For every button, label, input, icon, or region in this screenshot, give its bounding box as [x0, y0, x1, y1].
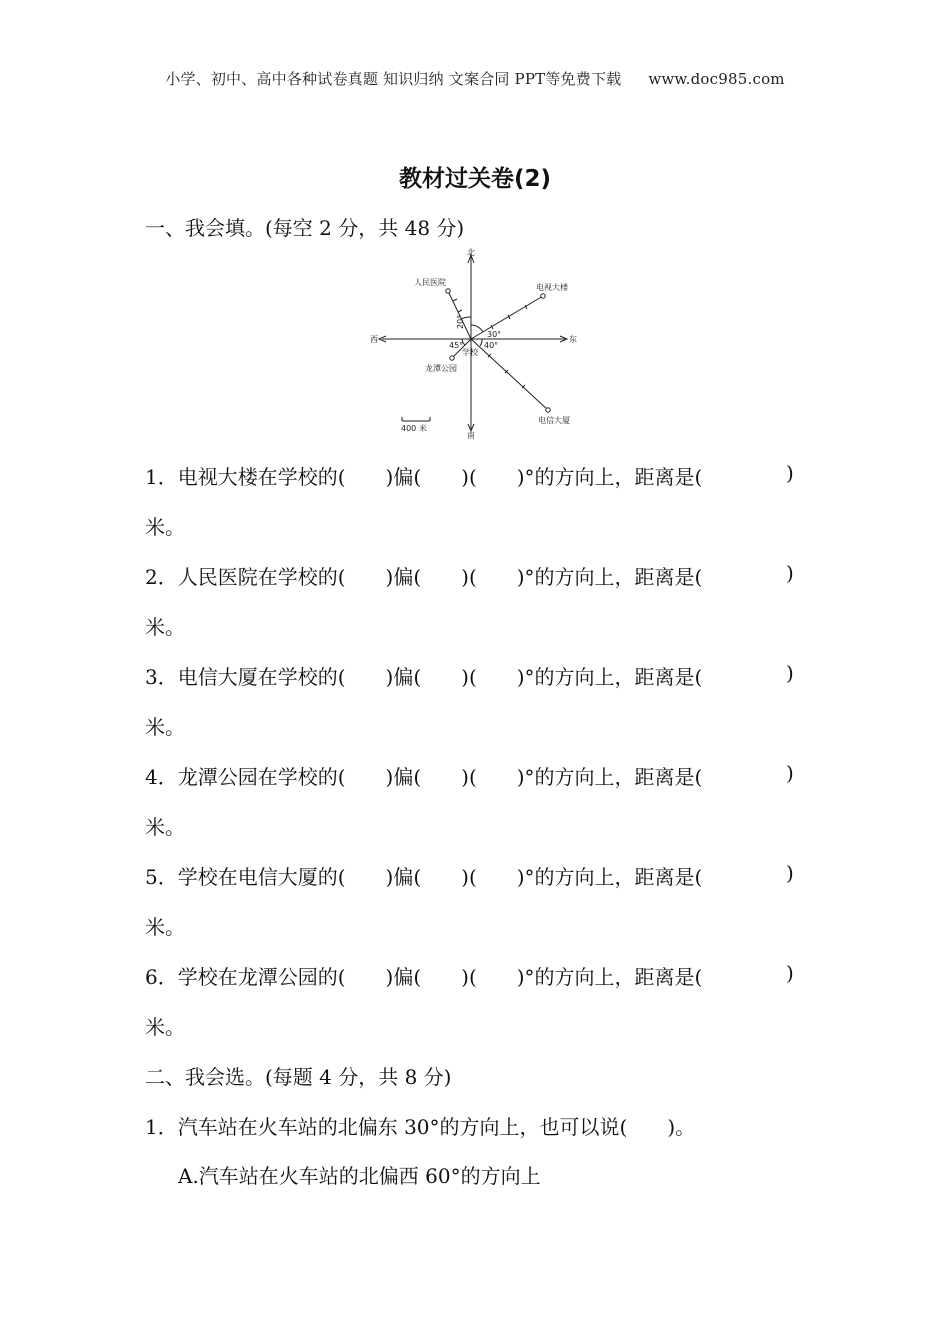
north-label: 北 [467, 248, 475, 257]
question-5: 5．学校在电信大厦的( )偏( )( )°的方向上，距离是( [145, 865, 703, 889]
scale-label: 400 米 [401, 424, 427, 433]
line-to-telecom [471, 339, 548, 410]
angle-30-label: 30° [487, 330, 502, 339]
question-4: 4．龙潭公园在学校的( )偏( )( )°的方向上，距离是( [145, 765, 703, 789]
question-3: 3．电信大厦在学校的( )偏( )( )°的方向上，距离是( [145, 665, 703, 689]
telecom-dot [546, 408, 550, 412]
question-6-continuation: 米。 [145, 1015, 185, 1039]
tv-tower-label: 电视大楼 [536, 283, 568, 292]
telecom-label: 电信大厦 [538, 416, 570, 425]
question-1-continuation: 米。 [145, 515, 185, 539]
page-title: 教材过关卷(2) [398, 166, 552, 192]
question-6: 6．学校在龙潭公园的( )偏( )( )°的方向上，距离是( [145, 965, 703, 989]
park-label: 龙潭公园 [425, 364, 457, 373]
question-4-close: ) [786, 761, 794, 785]
page-header [0, 68, 950, 89]
angle-45-label: 45° [449, 341, 464, 350]
question-4-continuation: 米。 [145, 815, 185, 839]
question-3-close: ) [786, 661, 794, 685]
section2-question-1: 1．汽车站在火车站的北偏东 30°的方向上，也可以说( )。 [145, 1115, 696, 1139]
question-2-continuation: 米。 [145, 615, 185, 639]
direction-diagram [360, 245, 590, 440]
hospital-dot [446, 289, 450, 293]
question-3-continuation: 米。 [145, 715, 185, 739]
west-label: 西 [370, 335, 378, 344]
header-text: 小学、初中、高中各种试卷真题 知识归纳 文案合同 PPT等免费下载 [165, 70, 622, 88]
section1-heading: 一、我会填。(每空 2 分，共 48 分) [145, 216, 465, 240]
hospital-label: 人民医院 [414, 278, 446, 287]
question-6-close: ) [786, 961, 794, 985]
question-2-close: ) [786, 561, 794, 585]
school-label: 学校 [462, 348, 478, 357]
question-1-close: ) [786, 461, 794, 485]
angle-20-label: 20° [456, 314, 465, 329]
south-label: 南 [467, 431, 475, 440]
tv-tower-dot [541, 294, 545, 298]
question-5-continuation: 米。 [145, 915, 185, 939]
park-dot [450, 356, 454, 360]
header-site: www.doc985.com [648, 70, 785, 88]
question-5-close: ) [786, 861, 794, 885]
east-label: 东 [569, 335, 577, 344]
question-1: 1．电视大楼在学校的( )偏( )( )°的方向上，距离是( [145, 465, 703, 489]
question-2: 2．人民医院在学校的( )偏( )( )°的方向上，距离是( [145, 565, 703, 589]
section2-heading: 二、我会选。(每题 4 分，共 8 分) [145, 1065, 452, 1089]
line-to-tv-tower [471, 296, 543, 339]
section2-question-1-option-a: A.汽车站在火车站的北偏西 60°的方向上 [178, 1164, 541, 1188]
angle-40-label: 40° [484, 341, 499, 350]
